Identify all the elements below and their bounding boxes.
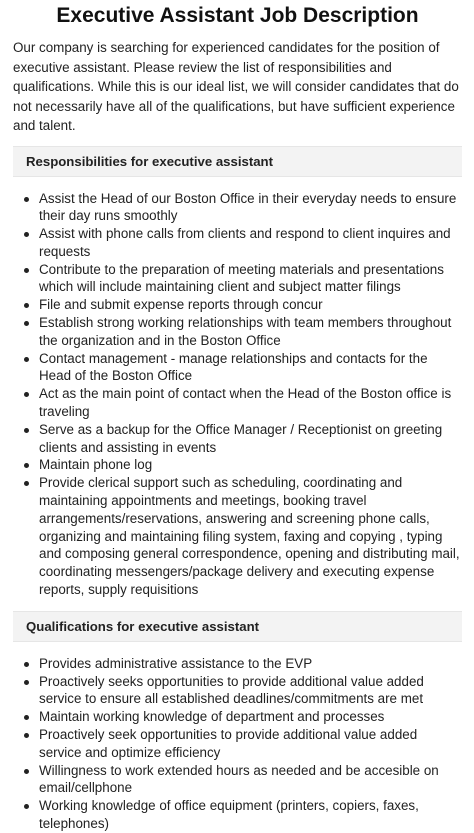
list-item: Willingness to work extended hours as needed and be accesible on email/cellphone <box>39 762 462 798</box>
list-item: Working knowledge of office equipment (printers, copiers, faxes, telephones) <box>39 797 462 833</box>
list-item: Contact management - manage relationships and contacts for the Head of the Boston Office <box>39 350 462 386</box>
qualifications-heading: Qualifications for executive assistant <box>13 611 462 642</box>
list-item: Proactively seek opportunities to provide additional value added service and optimize efficiency <box>39 726 462 762</box>
qualifications-list <box>13 655 462 833</box>
responsibilities-list <box>13 190 462 599</box>
responsibilities-heading: Responsibilities for executive assistant <box>13 146 462 177</box>
intro-paragraph: Our company is searching for experienced candidates for the position of executive assistant. Please review the list of responsibilities and qualifications. While this is our ideal list, we will consider candidates that do not necessarily have all of the qualifications, but have sufficient experience and talent. <box>13 40 459 133</box>
list-item: Contribute to the preparation of meeting materials and presentations which will include maintaining client and subject matter filings <box>39 261 462 297</box>
list-item: Establish strong working relationships with team members throughout the organization and in the Boston Office <box>39 314 462 350</box>
list-item: Maintain phone log <box>39 456 462 474</box>
list-item: Act as the main point of contact when the Head of the Boston office is traveling <box>39 385 462 421</box>
list-item: Assist the Head of our Boston Office in their everyday needs to ensure their day runs smoothly <box>39 190 462 226</box>
list-item: Assist with phone calls from clients and respond to client inquires and requests <box>39 225 462 261</box>
list-item: Serve as a backup for the Office Manager / Receptionist on greeting clients and assisting in events <box>39 421 462 457</box>
list-item: Proactively seeks opportunities to provide additional value added service to ensure all established deadlines/commitments are met <box>39 673 462 709</box>
list-item: Provide clerical support such as scheduling, coordinating and maintaining appointments and meetings, booking travel arrangements/reservations, answering and screening phone calls, organizing and maintaining filing system, faxing and copying , typing and composing general correspondence, opening and distributing mail, coordinating messengers/package delivery and executing expense reports, supply requisitions <box>39 474 462 599</box>
list-item: File and submit expense reports through concur <box>39 296 462 314</box>
list-item: Maintain working knowledge of department and processes <box>39 708 462 726</box>
list-item: Provides administrative assistance to the EVP <box>39 655 462 673</box>
page-title: Executive Assistant Job Description <box>56 4 419 27</box>
